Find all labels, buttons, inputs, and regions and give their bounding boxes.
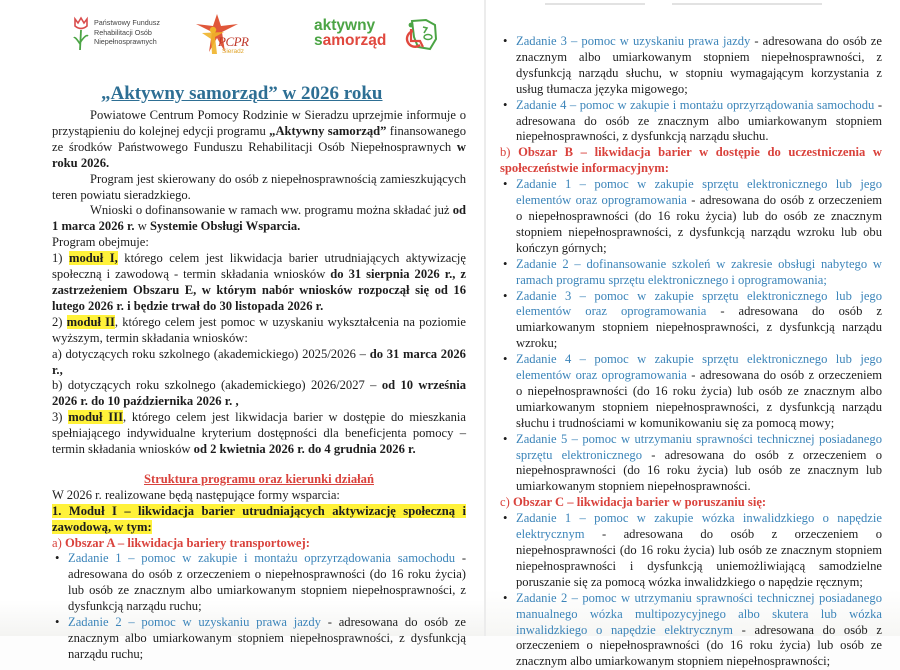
area-prefix: c) [500, 495, 513, 510]
area-b-heading [500, 145, 882, 177]
pcpr-logo-subtext: Sieradz [222, 48, 245, 55]
scan-artifact [672, 3, 822, 5]
logo-letter: s [314, 32, 323, 49]
task-desc: - adresowana do osób z orzeczeniem o niepełnosprawności (do 16 roku życia) lub osób ze znacznym stopniem niepełnosprawności i dysfunkcją uniemożliwiającą samodzielne poruszanie się za pomocą wózka inwalidzkiego o napędzie ręcznym; [516, 527, 882, 589]
text: Powiatowe Centrum Pomocy Rodzinie w Sieradzu uprzejmie informuje o przystąpieniu do kolejnej edycji programu [52, 108, 466, 138]
module-label: moduł II [66, 314, 115, 329]
task-name: Zadanie 1 – pomoc w zakupie wózka inwalidzkiego o napędzie elektrycznym [516, 511, 882, 542]
system-name: Systemie Obsługi Wsparcia. [149, 219, 301, 234]
structure-intro: W 2026 r. realizowane będą następujące formy wsparcia: [52, 487, 340, 502]
intro-paragraph [52, 108, 466, 172]
module-2-sub-b [52, 378, 466, 410]
logo-bar [72, 12, 402, 62]
task-name: Zadanie 2 – dofinansowanie szkoleń w zakresie obsługi nabytego w ramach programu sprzętu elektronicznego i oprogramowania; [516, 256, 882, 287]
area-a-heading [52, 536, 466, 552]
structure-heading: Struktura programu oraz kierunki działań [144, 471, 374, 486]
target-paragraph: Program jest skierowany do osób z niepełnosprawnością zamieszkujących teren powiatu sieradzkiego. [52, 171, 466, 202]
text: Wnioski o dofinansowanie w ramach ww. programu można składać już [90, 203, 453, 218]
application-paragraph [52, 203, 466, 235]
task-desc: - adresowana do osób ze znacznym albo umiarkowanym stopniem niepełnosprawności, z dysfunkcją narządu słuchu. [516, 97, 883, 144]
module-3-item [52, 410, 466, 458]
pfron-logo-text [94, 18, 160, 47]
task-item [500, 34, 882, 98]
logo-line: aktywny [314, 17, 376, 34]
task-desc: - adresowana do osób z orzeczeniem o niepełnosprawności (do 16 roku życia) lub osób ze znacznym albo umiarkowanym stopniem niepełnosprawności, z dysfunkcją narządu ruchu; [68, 551, 467, 614]
area-prefix: a) [52, 535, 65, 550]
module-1-item [52, 251, 466, 315]
task-name: Zadanie 5 – pomoc w utrzymaniu sprawności technicznej posiadanego sprzętu elektronicznego [516, 431, 882, 462]
program-includes: Program obejmuje: [52, 235, 149, 250]
area-title: Obszar C – likwidacja barier w poruszaniu się: [512, 495, 767, 510]
task-name: Zadanie 2 – pomoc w uzyskaniu prawa jazdy [68, 615, 321, 630]
module-2-item [52, 315, 466, 347]
left-column [52, 108, 466, 663]
area-title: Obszar A – likwidacja bariery transportowej: [64, 535, 310, 550]
task-name: Zadanie 2 – pomoc w utrzymaniu sprawności technicznej posiadanego manualnego wózka multipozycyjnego albo skutera lub wózka inwalidzkiego o napędzie elektrycznym [516, 590, 882, 637]
task-desc: - adresowana do osób ze znacznym albo umiarkowanym stopniem niepełnosprawności, z dysfunkcją narządu słuchu, w stopniu wymagającym korzystania z usług tłumacza języka migowego; [516, 34, 882, 96]
text: którego celem jest likwidacja barier utrudniających aktywizację społeczną i zawodową - termin składania wniosków [52, 251, 467, 282]
right-column [500, 34, 882, 670]
deadline-text: od 10 września 2026 r. do 10 października 2026 r. , [52, 378, 466, 409]
scan-artifact [545, 3, 645, 5]
page-title: „Aktywny samorząd” w 2026 roku [101, 83, 383, 104]
task-item [500, 432, 882, 496]
text: w [134, 219, 150, 234]
pfron-line: Niepełnosprawnych [94, 37, 157, 46]
logo-word: amorząd [322, 32, 387, 49]
logo-line [314, 33, 386, 48]
area-c-heading [500, 495, 882, 511]
module-heading-text: 1. Moduł I – likwidacja barier utrudniających aktywizację społeczną i zawodową, w tym: [52, 503, 466, 534]
deadline-text: od 2 kwietnia 2026 r. do 4 grudnia 2026 r. [193, 442, 416, 457]
deadline-text: do 31 sierpnia 2026 r., z zastrzeżeniem Obszaru E, w którym nabór wniosków rozpoczął się od 16 lutego 2026 r. i będzie trwał do 30 listopada 2026 r. [52, 267, 466, 313]
tulip-icon [72, 16, 90, 52]
task-desc: - adresowana do osób z orzeczeniem o niepełnosprawności (do 16 roku życia) lub osób ze znacznym lub umiarkowanym stopniem niepełnosprawności. [516, 447, 882, 494]
text: , którego celem jest pomoc w uzyskaniu wykształcenia na poziomie wyższym, termin składania wniosków: [52, 314, 467, 345]
module-1-heading [52, 504, 466, 536]
item-number: 2) [52, 314, 67, 329]
task-desc: - adresowana do osób z orzeczeniem o niepełnosprawności (do 16 roku życia) lub do osób ze znacznym stopniem niepełnosprawności, z dysfunkcją narządu wzroku lub obu kończyn górnych; [516, 193, 883, 255]
pfron-line: Państwowy Fundusz [94, 18, 160, 27]
area-title: Obszar B – likwidacja barier w dostępie do uczestniczenia w społeczeństwie informacyjnym: [500, 145, 883, 176]
task-name: Zadanie 4 – pomoc w zakupie sprzętu elektronicznego lub jego elementów oraz oprogramowania [516, 352, 882, 383]
task-item [500, 511, 882, 591]
aktywny-samorzad-logo [314, 18, 386, 48]
text: b) dotyczących roku szkolnego (akademickiego) 2026/2027 – [52, 378, 382, 393]
item-number: 3) [52, 410, 69, 425]
pfron-logo [72, 16, 192, 56]
task-name: Zadanie 1 – pomoc w zakupie sprzętu elektronicznego lub jego elementów oraz oprogramowania [516, 177, 882, 208]
text: a) dotyczących roku szkolnego (akademickiego) 2025/2026 – [52, 346, 370, 361]
wheelchair-map-icon [402, 17, 438, 53]
task-item [500, 289, 882, 353]
task-desc: - adresowana do osób z umiarkowanym stopniem niepełnosprawności, z dysfunkcją narządu wzroku; [516, 304, 882, 351]
item-number: 1) [52, 251, 69, 266]
area-a-task-list-cont [500, 34, 882, 145]
pcpr-logo-text: PCPR [218, 34, 249, 49]
module-label: moduł III [68, 410, 123, 425]
task-desc: - adresowana do osób z orzeczeniem o niepełnosprawności (do 16 roku życia) lub osób ze znacznym albo umiarkowanym stopniem niepełnosprawności; [516, 622, 882, 669]
task-item [52, 615, 466, 663]
area-c-task-list [500, 511, 882, 670]
task-item [52, 551, 466, 615]
pcpr-logo [192, 12, 262, 60]
area-prefix: b) [500, 145, 519, 160]
pfron-line: Rehabilitacji Osób [94, 27, 152, 37]
module-2-sub-a [52, 347, 466, 379]
program-name: „Aktywny samorząd” [269, 123, 387, 138]
task-desc: - adresowana do osób ze znacznym albo umiarkowanym stopniem niepełnosprawności, z dysfunkcją narządu ruchu; [68, 615, 466, 661]
task-name: Zadanie 1 – pomoc w zakupie i montażu oprzyrządowania samochodu [68, 551, 456, 566]
task-desc: - adresowana do osób z orzeczeniem o niepełnosprawności (do 16 roku życia) lub osób ze znacznym albo umiarkowanym stopniem niepełnosprawności, z dysfunkcją narządu słuchu i trudnościami w komunikowaniu się za pomocą mowy; [516, 368, 883, 430]
task-item [500, 177, 882, 257]
task-name: Zadanie 3 – pomoc w zakupie sprzętu elektronicznego lub jego elementów oraz oprogramowania [516, 288, 882, 319]
task-name: Zadanie 4 – pomoc w zakupie i montażu oprzyrządowania samochodu [516, 97, 875, 112]
task-item [500, 98, 882, 146]
year-text: w roku 2026. [52, 139, 466, 170]
task-item [500, 352, 882, 432]
area-b-task-list [500, 177, 882, 495]
area-a-task-list [52, 551, 466, 662]
start-date: od 1 marca 2026 r. [52, 203, 466, 234]
deadline-text: do 31 marca 2026 r., [52, 346, 466, 377]
module-label: moduł I, [68, 251, 118, 266]
text: finansowanego ze środków Państwowego Funduszu Rehabilitacji Osób Niepełnosprawnych [52, 123, 466, 154]
task-item [500, 591, 882, 670]
task-item [500, 257, 882, 289]
task-name: Zadanie 3 – pomoc w uzyskaniu prawa jazdy [516, 34, 751, 48]
text: , którego celem jest likwidacja barier w dostępie do mieszkania spełniającego indywidualne kryterium dostępności dla beneficjenta pomocy – termin składania wniosków [52, 410, 466, 457]
